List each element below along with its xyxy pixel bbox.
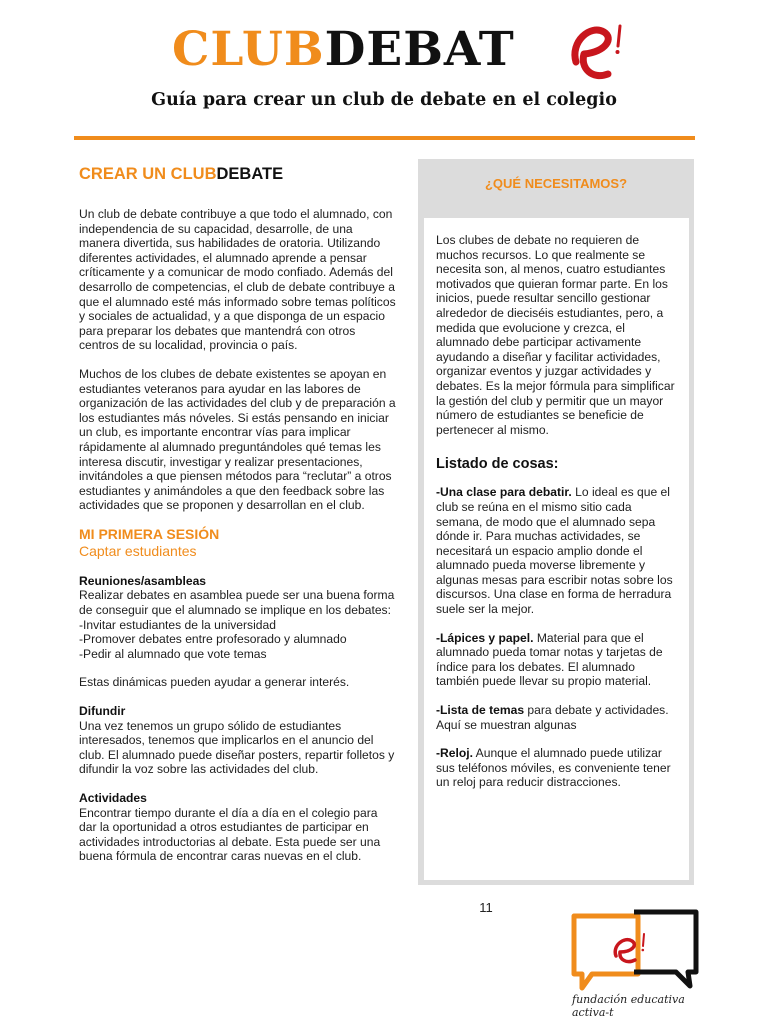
bullet-item: -Pedir al alumnado que vote temas — [79, 646, 267, 661]
logo-club-text: CLUB — [172, 22, 325, 77]
que-necesitamos-heading: ¿QUÉ NECESITAMOS? — [484, 176, 628, 191]
primera-sesion-heading: MI PRIMERA SESIÓN — [79, 525, 220, 542]
list-item-text: Aunque el alumnado puede utilizar sus teléfonos móviles, es conveniente tener un reloj para reducir distracciones. — [436, 746, 671, 790]
heading-orange: CREAR UN CLUB — [79, 165, 217, 183]
page-number: 11 — [479, 900, 493, 915]
reuniones-heading: Reuniones/asambleas — [79, 573, 207, 588]
reuniones-paragraph: Realizar debates en asamblea puede ser una buena forma de conseguir que el alumnado se implique en los debates: — [79, 588, 395, 618]
fundacion-text — [572, 993, 712, 1019]
necesitamos-paragraph: Los clubes de debate no requieren de muchos recursos. Lo que realmente se necesita son, al menos, cuatro estudiantes motivados que quieran formar parte. En los inicios, puede resultar sencillo gestionar alrededor de dieciséis estudiantes, pero, a medida que evolucione y crezca, el alumnado debe participar activamente ayudando a diseñar y facilitar actividades, organizar eventos y juzgar actividades y debates. Es la mejor fórmula para simplificar la gestión del club y permitir que un mayor número de estudiantes se beneficie de pertenecer al mismo. — [436, 233, 675, 437]
bullet-item: -Promover debates entre profesorado y alumnado — [79, 632, 347, 647]
fundacion-line1: fundación educativa — [572, 993, 685, 1006]
list-item — [436, 703, 676, 732]
logo-debat-text: DEBAT — [324, 22, 515, 77]
list-item-lead: -Reloj. — [436, 746, 473, 761]
list-item-lead: -Lista de temas — [436, 703, 525, 718]
heading-black: DEBATE — [216, 165, 284, 183]
crear-club-heading — [79, 163, 397, 185]
left-column — [79, 163, 397, 864]
actividades-paragraph: Encontrar tiempo durante el día a día en el colegio para dar la oportunidad a otros estudiantes de participar en actividades introductorias al debate. Esta puede ser una buena fórmula de encontrar caras nuevas en el club. — [79, 805, 381, 864]
listado-heading: Listado de cosas: — [436, 456, 559, 473]
list-item-lead: -Una clase para debatir. — [436, 485, 572, 500]
fundacion-line2: activa-t — [572, 1006, 614, 1019]
list-item — [436, 631, 676, 689]
list-item-text: Lo ideal es que el club se reúna en el mismo sitio cada semana, de modo que el alumnado sepa dónde ir. Para muchas actividades, se necesitará un espacio amplio donde el alumnado pueda moverse libremente y algunas mesas para escribir notas sobre los discursos. Una clase en forma de herradura suele ser la mejor. — [436, 485, 673, 617]
header-rule — [74, 136, 695, 140]
difundir-paragraph: Una vez tenemos un grupo sólido de estudiantes interesados, tenemos que implicarlos en el anuncio del club. El alumnado puede diseñar posters, repartir folletos y difundir la voz sobre las actividades del club. — [79, 718, 395, 777]
sidebar-content — [436, 233, 676, 790]
list-item — [436, 746, 676, 790]
club-debate-logo — [172, 18, 515, 82]
difundir-heading: Difundir — [79, 704, 126, 719]
list-item-text: para debate y actividades. Aquí se muestran algunas — [436, 703, 669, 732]
list-item — [436, 485, 676, 616]
logo-e-mark — [562, 12, 632, 92]
captar-estudiantes-subheading: Captar estudiantes — [79, 542, 197, 559]
page-subtitle: Guía para crear un club de debate en el colegio — [151, 90, 617, 110]
bullet-item: -Invitar estudiantes de la universidad — [79, 617, 276, 632]
intro-paragraph: Un club de debate contribuye a que todo el alumnado, con independencia de su capacidad, desarrolle, de una manera divertida, sus habilidades de oratoria. Utilizando diferentes actividades, el alumnado aprende a pensar críticamente y a comunicar de modo confiado. Además del desarrollo de competencias, el club de debate contribuye a que el alumnado esté más informado sobre temas políticos y sociales de actualidad, y a que disponga de un espacio para preparar los debates que mantendrá con otros centros de su localidad, provincia o país. — [79, 207, 396, 353]
actividades-heading: Actividades — [79, 791, 147, 805]
list-item-lead: -Lápices y papel. — [436, 630, 534, 645]
veterans-paragraph: Muchos de los clubes de debate existentes se apoyan en estudiantes veteranos para ayudar en las labores de organización de las actividades del club y de preparación a los estudiantes más nóveles. Si estás pensando en iniciar un club, es importante encontrar vías para implicar rápidamente al alumnado preguntándoles qué temas les interesa discutir, investigar y realizar presentaciones, invitándoles a que piensen métodos para “reclutar” a otros estudiantes y animándoles a que den feedback sobre las actividades que se proponen y desarrollan en el club. — [79, 366, 396, 513]
dinamicas-paragraph: Estas dinámicas pueden ayudar a generar interés. — [79, 675, 350, 690]
list-item-text: Material para que el alumnado pueda tomar notas y tarjetas de índice para los debates. El alumnado también puede llevar su propio material. — [436, 630, 663, 689]
